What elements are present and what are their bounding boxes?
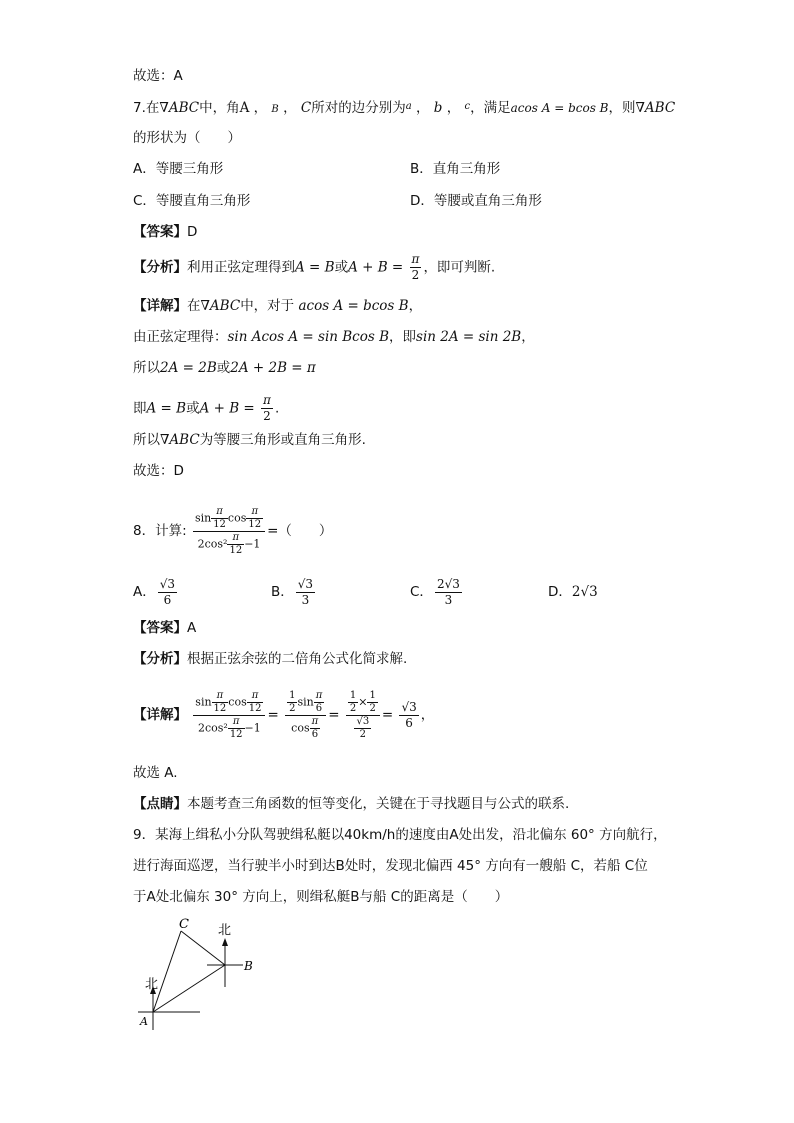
detail-text: 所以 [133,360,160,376]
equation: 2A + 2B = π [230,360,316,376]
q8-blank: =（ ） [267,523,333,539]
numerator: 1 [289,689,296,701]
equation: acos A = bcos B [298,298,409,314]
angle-a: A [239,100,250,116]
answer-tag: 【答案】 [133,224,187,240]
q7-number: 7.在 [133,100,160,116]
q7-option-a: A．等腰三角形 [133,161,224,177]
denominator: 2 [359,728,367,740]
denominator: 2 [289,702,296,714]
triangle-symbol: ∇ABC [159,100,200,116]
detail-text: 为等腰三角形或直角三角形. [199,432,366,448]
q7-detail-line1 [133,296,422,316]
equation: A = B [295,259,335,276]
segment-ac [153,931,181,1012]
analysis-tag: 【分析】 [133,651,187,667]
numerator: π [212,690,229,703]
cos: cos [227,511,247,524]
label-north-a: 北 [145,977,159,992]
equals: = [381,707,394,723]
analysis-text: ，即可判断. [423,259,496,276]
angle-c: C [300,100,312,116]
side-b: b [433,100,443,116]
fraction-half [287,690,297,715]
numerator [193,690,265,716]
q7-text: ，满足 [470,100,511,116]
q8-analysis-line [133,649,407,669]
detail-tag: 【详解】 [133,298,187,314]
triangle-symbol: ∇ABC [635,100,676,116]
q8-option-d [548,574,598,610]
label-b: B [244,959,253,973]
q7-detail-line5 [133,430,366,450]
q9-stem-line3: 于A处北偏东 30° 方向上，则缉私艇B与船 C的距离是（ ） [133,889,509,905]
q7-option-b: B．直角三角形 [410,161,501,177]
analysis-text: 根据正弦余弦的二倍角公式化简求解. [187,651,408,667]
denominator: 6 [311,728,319,740]
numerator: π [263,393,271,407]
equation: A + B = [348,259,404,276]
q9-stem-line2: 进行海面巡逻，当行驶半小时到达B处时，发现北偏西 45° 方向有一艘船 C，若船 C位 [133,858,648,874]
q7-condition: acos A = bcos B [510,101,609,115]
q7-text: ，则 [608,100,636,116]
q8-numerator [193,506,265,532]
cos-squared: 2cos² [197,721,228,734]
detail-fraction-1 [193,690,265,741]
fraction-pi-12 [227,532,244,557]
option-fraction [158,577,177,608]
q7-text: 中，角 [199,100,240,116]
detail-text: 即 [133,400,147,417]
q7-detail-line4 [133,393,279,424]
label-c: C [179,917,189,932]
option-label: B． [271,584,294,600]
numerator: 1 [369,689,376,701]
segment-ab [153,965,225,1012]
numerator [346,690,380,716]
numerator: π [311,715,319,727]
analysis-tag: 【分析】 [133,259,187,276]
equation: sin Acos A = sin Bcos B [227,329,390,345]
q7-stem-line1: 7.在∇ABC中，角A ， B ， C所对的边分别为$^a$ ， b ， $^c$，满足acos A = bcos B，则∇ABC [133,100,676,116]
equation: A + B = [199,400,255,417]
equals: = [328,707,340,723]
fraction-pi-over-2 [261,393,273,424]
q8-final-line: 故选 A. [133,765,178,781]
denominator: 3 [444,592,453,607]
q8-option-a [133,574,179,610]
denominator: 2 [349,702,357,714]
denominator: 6 [315,702,323,714]
numerator: 2√3 [436,576,460,591]
cos: cos [228,695,247,708]
numerator: π [211,506,228,519]
option-fraction [296,577,315,608]
detail-text: 所以 [133,432,160,448]
triangle-symbol: ∇ABC [160,432,200,448]
option-label: D． [548,584,572,600]
detail-text: 或 [186,400,200,417]
denominator: 2 [369,702,376,714]
answer-tag: 【答案】 [133,620,187,636]
numerator: √3 [159,576,176,591]
fraction-pi-over-2 [410,252,422,283]
equation: sin 2A = sin 2B [416,329,522,345]
b-north-arrow-icon [222,938,228,946]
q8-option-b [271,574,317,610]
sin: sin [194,511,212,524]
numerator: π [227,532,244,545]
comma: ， [420,707,435,723]
detail-fraction-result [399,700,418,731]
q7-analysis-line [133,252,495,283]
detail-text: ， [521,329,535,345]
option-label: C． [410,584,433,600]
side-a: a [405,101,412,112]
numerator: √3 [401,699,417,714]
minus-one: −1 [244,721,261,734]
minus-one: −1 [244,537,261,550]
denominator: 12 [229,728,243,740]
detail-fraction-3 [346,690,380,741]
fraction-pi-12 [246,506,263,531]
q8-stem [133,499,332,563]
denominator: 3 [301,592,310,607]
denominator: 6 [163,592,172,607]
equation: A = B [146,400,187,417]
denominator: 12 [229,544,243,556]
q6-answer-line: 故选：A [133,68,183,84]
detail-text: 中，对于 [240,298,295,314]
cos: cos [291,721,310,734]
denominator: 2 [411,268,420,282]
sin: sin [297,695,314,708]
numerator: π [247,690,264,703]
denominator [193,716,265,741]
analysis-text: 利用正弦定理得到 [187,259,295,276]
times: × [358,695,368,708]
triangle-symbol: ∇ABC [200,298,241,314]
answer-value: A [187,620,197,636]
q7-detail-line2 [133,327,535,347]
option-value: 2√3 [571,584,598,600]
denominator [346,716,380,741]
detail-text: 或 [216,360,231,376]
denominator: 12 [213,702,227,714]
sin: sin [195,695,212,708]
q8-main-fraction [193,506,265,557]
q7-option-d: D．等腰或直角三角形 [410,193,542,209]
q8-answer-line [133,618,196,638]
dianjing-tag: 【点睛】 [133,796,187,812]
detail-text: 在 [187,298,201,314]
numerator: π [315,689,323,701]
answer-value: D [187,224,198,240]
q8-denominator [193,532,265,557]
label-north-b: 北 [218,923,232,938]
option-label: A． [133,584,156,600]
q7-option-c: C．等腰直角三角形 [133,193,251,209]
fraction-pi-6 [314,690,325,715]
q8-detail-line [133,682,434,748]
numerator: π [246,506,263,519]
denominator: 12 [213,518,226,530]
analysis-text: 或 [334,259,349,276]
angle-b: B [271,104,279,115]
detail-text: ，即 [389,329,417,345]
q8-number: 8．计算: [133,523,187,539]
q9-figure [135,912,265,1032]
equation: 2A = 2B [160,360,217,376]
numerator: π [411,252,420,266]
q7-text: 所对的边分别为 [311,100,406,116]
detail-text: ， [408,298,423,314]
fraction-sqrt3-2 [354,716,371,741]
fraction-pi-12 [228,716,245,741]
fraction-pi-12 [211,506,228,531]
q7-detail-line3 [133,358,316,378]
fraction-half [367,690,377,715]
denominator: 2 [263,409,271,423]
numerator: π [228,716,245,729]
detail-text: 由正弦定理得： [133,329,228,345]
numerator: √3 [297,576,314,591]
cos-squared: 2cos² [197,537,228,550]
detail-tag: 【详解】 [133,707,187,723]
q8-option-c [410,574,464,610]
label-a: A [140,1015,148,1028]
numerator: √3 [356,715,370,727]
fraction-pi-12 [212,690,229,715]
dianjing-text: 本题考查三角函数的恒等变化，关键在于寻找题目与公式的联系. [187,796,570,812]
numerator: 1 [349,689,357,701]
equals: = [267,707,279,723]
detail-fraction-2 [285,690,326,741]
q7-answer-line [133,222,197,242]
denominator: 12 [248,702,262,714]
q7-final-line: 故选：D [133,463,184,479]
fraction-pi-12 [247,690,264,715]
option-fraction [435,577,462,608]
fraction-half [348,690,358,715]
detail-text: . [274,400,280,417]
numerator [285,690,326,716]
denominator: 6 [405,715,413,730]
q9-stem-line1: 9．某海上缉私小分队驾驶缉私艇以40km/h的速度由A处出发，沿北偏东 60° 方向航行， [133,827,667,843]
denominator [285,716,326,741]
denominator: 12 [248,518,262,530]
q7-stem-line2: 的形状为（ ） [133,130,241,146]
q8-dianjing-line [133,794,569,814]
side-c: c [464,101,471,112]
fraction-pi-6 [310,716,321,741]
